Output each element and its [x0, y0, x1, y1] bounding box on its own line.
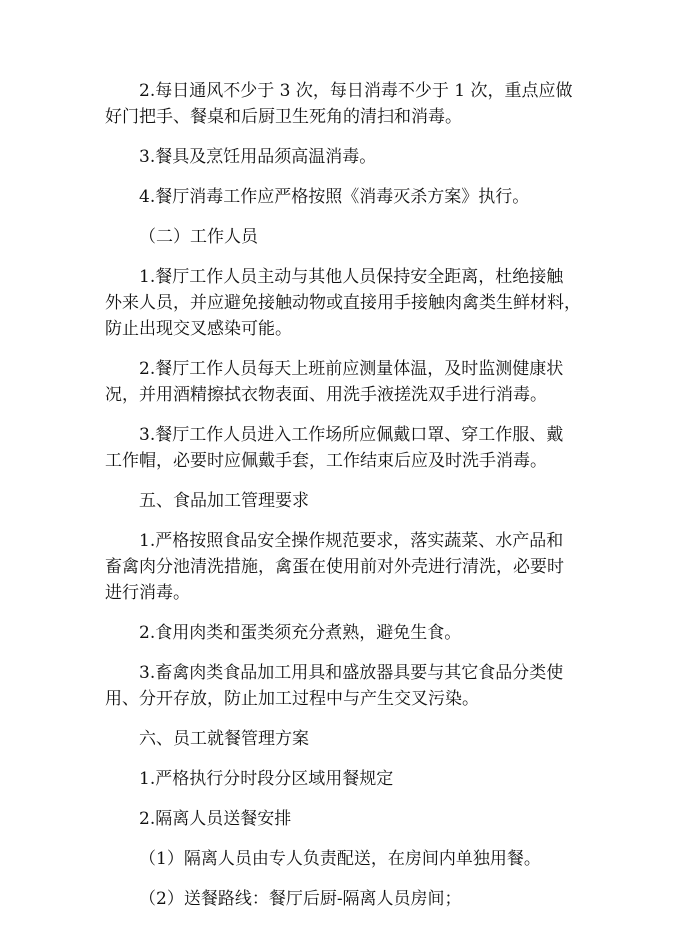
paragraph-ventilation [105, 78, 597, 130]
text-line: （二）工作人员 [139, 227, 258, 247]
paragraph-staggered-dining [105, 766, 597, 792]
text-line: 好门把手、餐桌和后厨卫生死角的清扫和消毒。 [105, 107, 462, 127]
text-line: 3.餐具及烹饪用品须高温消毒。 [139, 147, 377, 167]
text-line: 4.餐厅消毒工作应严格按照《消毒灭杀方案》执行。 [139, 187, 530, 207]
text-line: 六、员工就餐管理方案 [139, 729, 309, 749]
text-line: 防止出现交叉感染可能。 [105, 319, 292, 339]
paragraph-food-washing [105, 528, 597, 606]
paragraph-separate-utensils [105, 660, 597, 712]
text-line: 3.餐厅工作人员进入工作场所应佩戴口罩、穿工作服、戴 [139, 425, 564, 445]
paragraph-isolation-meals [105, 806, 597, 832]
document-page [105, 78, 597, 926]
text-line: （2）送餐路线：餐厅后厨-隔离人员房间； [139, 889, 462, 909]
section-heading-staff-dining [105, 726, 597, 752]
text-line: 况，并用酒精擦拭衣物表面、用洗手液搓洗双手进行消毒。 [105, 385, 547, 405]
paragraph-staff-mask [105, 422, 597, 474]
text-line: 2.食用肉类和蛋类须充分煮熟，避免生食。 [139, 623, 462, 643]
text-line: 1.餐厅工作人员主动与其他人员保持安全距离，杜绝接触 [139, 267, 564, 287]
paragraph-cook-thoroughly [105, 620, 597, 646]
section-heading-staff [105, 224, 597, 250]
text-line: 2.隔离人员送餐安排 [139, 809, 292, 829]
paragraph-tableware [105, 144, 597, 170]
paragraph-staff-distance [105, 264, 597, 342]
paragraph-staff-temperature [105, 356, 597, 408]
text-line: 1.严格按照食品安全操作规范要求，落实蔬菜、水产品和 [139, 531, 564, 551]
paragraph-delivery-route [105, 886, 597, 912]
text-line: 外来人员，并应避免接触动物或直接用手接触肉禽类生鲜材料， [105, 293, 581, 313]
text-line: 1.严格执行分时段分区域用餐规定 [139, 769, 394, 789]
section-heading-food-processing [105, 488, 597, 514]
text-line: 工作帽，必要时应佩戴手套，工作结束后应及时洗手消毒。 [105, 451, 547, 471]
text-line: （1）隔离人员由专人负责配送，在房间内单独用餐。 [139, 849, 541, 869]
text-line: 2.每日通风不少于 3 次，每日消毒不少于 1 次，重点应做 [139, 81, 573, 101]
text-line: 3.畜禽肉类食品加工用具和盛放器具要与其它食品分类使 [139, 663, 564, 683]
text-line: 用、分开存放，防止加工过程中与产生交叉污染。 [105, 689, 479, 709]
paragraph-isolation-delivery [105, 846, 597, 872]
text-line: 2.餐厅工作人员每天上班前应测量体温，及时监测健康状 [139, 359, 564, 379]
text-line: 进行消毒。 [105, 583, 190, 603]
text-line: 畜禽肉分池清洗措施，禽蛋在使用前对外壳进行清洗，必要时 [105, 557, 564, 577]
text-line: 五、食品加工管理要求 [139, 491, 309, 511]
paragraph-disinfection-plan [105, 184, 597, 210]
